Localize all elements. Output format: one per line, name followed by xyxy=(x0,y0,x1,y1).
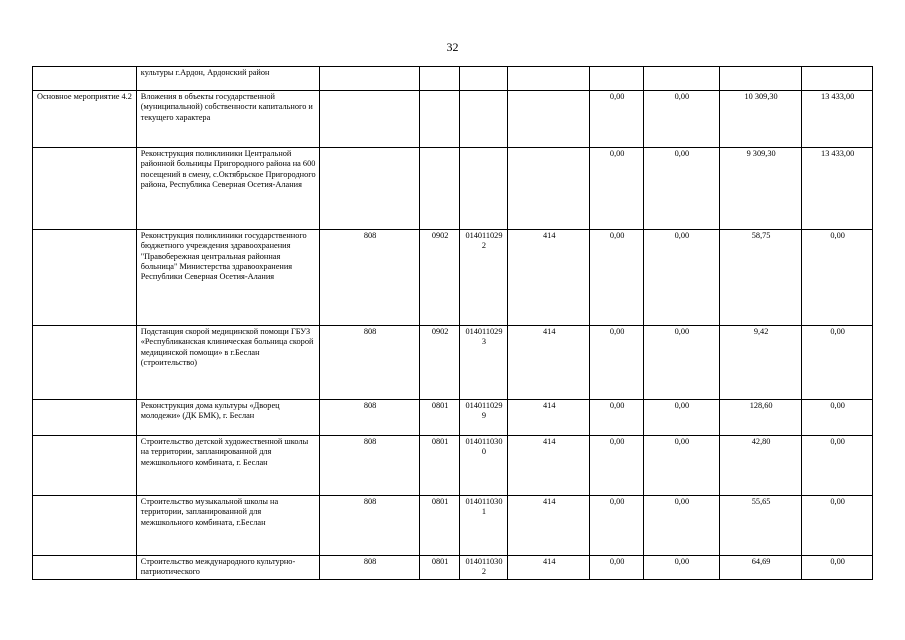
target-article-cell xyxy=(459,67,507,91)
name-cell: Строительство музыкальной школы на территории, запланированной для межшкольного комбината, г.Беслан xyxy=(136,496,319,556)
section-cell: 0801 xyxy=(420,556,460,580)
name-cell: Подстанция скорой медицинской помощи ГБУЗ «Республиканская клиническая больница скорой медицинской помощи» в г.Беслан (строительство) xyxy=(136,326,319,400)
gov-code-cell xyxy=(319,148,420,230)
amount-cell: 10 309,30 xyxy=(719,91,801,148)
expense-type-cell: 414 xyxy=(508,496,590,556)
gov-code-cell: 808 xyxy=(319,326,420,400)
table-row xyxy=(33,496,873,556)
section-cell: 0902 xyxy=(420,230,460,326)
table-row xyxy=(33,148,873,230)
event-cell xyxy=(33,148,137,230)
amount-cell: 0,00 xyxy=(643,148,719,230)
expense-type-cell: 414 xyxy=(508,400,590,436)
amount-cell: 0,00 xyxy=(802,230,873,326)
table-row xyxy=(33,230,873,326)
name-cell: Реконструкция поликлиники государственного бюджетного учреждения здравоохранения "Правобережная центральная районная больница" Министерства здравоохранения Республики Северная Осетия-Алания xyxy=(136,230,319,326)
section-cell xyxy=(420,91,460,148)
table-row xyxy=(33,326,873,400)
amount-cell: 58,75 xyxy=(719,230,801,326)
amount-cell: 42,80 xyxy=(719,436,801,496)
gov-code-cell: 808 xyxy=(319,230,420,326)
name-cell: Строительство детской художественной школы на территории, запланированной для межшкольного комбината, г. Беслан xyxy=(136,436,319,496)
amount-cell: 0,00 xyxy=(643,436,719,496)
amount-cell: 13 433,00 xyxy=(802,148,873,230)
gov-code-cell: 808 xyxy=(319,556,420,580)
amount-cell: 0,00 xyxy=(802,400,873,436)
amount-cell xyxy=(802,67,873,91)
table-row xyxy=(33,91,873,148)
amount-cell: 0,00 xyxy=(590,556,644,580)
gov-code-cell: 808 xyxy=(319,436,420,496)
expense-type-cell: 414 xyxy=(508,326,590,400)
amount-cell: 13 433,00 xyxy=(802,91,873,148)
amount-cell: 64,69 xyxy=(719,556,801,580)
expense-type-cell: 414 xyxy=(508,556,590,580)
gov-code-cell xyxy=(319,67,420,91)
amount-cell: 128,60 xyxy=(719,400,801,436)
expense-type-cell xyxy=(508,148,590,230)
table-body xyxy=(33,67,873,580)
amount-cell: 55,65 xyxy=(719,496,801,556)
amount-cell: 0,00 xyxy=(643,556,719,580)
event-cell xyxy=(33,67,137,91)
amount-cell: 0,00 xyxy=(802,556,873,580)
amount-cell: 0,00 xyxy=(802,436,873,496)
gov-code-cell xyxy=(319,91,420,148)
expense-type-cell: 414 xyxy=(508,230,590,326)
table-row xyxy=(33,556,873,580)
name-cell: Вложения в объекты государственной (муниципальной) собственности капитального и текущего характера xyxy=(136,91,319,148)
target-article-cell: 0140110302 xyxy=(459,556,507,580)
amount-cell: 0,00 xyxy=(643,326,719,400)
section-cell xyxy=(420,148,460,230)
section-cell: 0902 xyxy=(420,326,460,400)
name-cell: Реконструкция дома культуры «Дворец молодежи» (ДК БМК), г. Беслан xyxy=(136,400,319,436)
amount-cell: 9,42 xyxy=(719,326,801,400)
event-cell: Основное мероприятие 4.2 xyxy=(33,91,137,148)
expense-type-cell xyxy=(508,67,590,91)
target-article-cell: 0140110301 xyxy=(459,496,507,556)
table-row xyxy=(33,67,873,91)
budget-table xyxy=(32,66,873,580)
event-cell xyxy=(33,326,137,400)
amount-cell: 0,00 xyxy=(590,496,644,556)
expense-type-cell xyxy=(508,91,590,148)
event-cell xyxy=(33,230,137,326)
name-cell: Реконструкция поликлиники Центральной районной больницы Пригородного района на 600 посещений в смену, с.Октябрьское Пригородного района, Республика Северная Осетия-Алания xyxy=(136,148,319,230)
section-cell: 0801 xyxy=(420,436,460,496)
gov-code-cell: 808 xyxy=(319,400,420,436)
target-article-cell xyxy=(459,148,507,230)
amount-cell: 0,00 xyxy=(590,148,644,230)
target-article-cell: 0140110300 xyxy=(459,436,507,496)
section-cell: 0801 xyxy=(420,496,460,556)
target-article-cell: 0140110299 xyxy=(459,400,507,436)
amount-cell xyxy=(590,67,644,91)
amount-cell xyxy=(643,67,719,91)
table-row xyxy=(33,400,873,436)
amount-cell: 0,00 xyxy=(802,326,873,400)
name-cell: Строительство международного культурно-патриотического xyxy=(136,556,319,580)
target-article-cell: 0140110292 xyxy=(459,230,507,326)
name-cell: культуры г.Ардон, Ардонский район xyxy=(136,67,319,91)
amount-cell: 0,00 xyxy=(643,230,719,326)
amount-cell: 0,00 xyxy=(802,496,873,556)
event-cell xyxy=(33,556,137,580)
amount-cell: 0,00 xyxy=(590,326,644,400)
target-article-cell: 0140110293 xyxy=(459,326,507,400)
gov-code-cell: 808 xyxy=(319,496,420,556)
table-row xyxy=(33,436,873,496)
expense-type-cell: 414 xyxy=(508,436,590,496)
target-article-cell xyxy=(459,91,507,148)
event-cell xyxy=(33,400,137,436)
amount-cell: 0,00 xyxy=(590,436,644,496)
amount-cell: 0,00 xyxy=(643,400,719,436)
section-cell: 0801 xyxy=(420,400,460,436)
amount-cell: 0,00 xyxy=(590,400,644,436)
amount-cell: 0,00 xyxy=(643,91,719,148)
amount-cell: 0,00 xyxy=(590,91,644,148)
page-number: 32 xyxy=(446,40,459,54)
section-cell xyxy=(420,67,460,91)
amount-cell: 0,00 xyxy=(643,496,719,556)
event-cell xyxy=(33,436,137,496)
amount-cell: 0,00 xyxy=(590,230,644,326)
event-cell xyxy=(33,496,137,556)
amount-cell xyxy=(719,67,801,91)
amount-cell: 9 309,30 xyxy=(719,148,801,230)
